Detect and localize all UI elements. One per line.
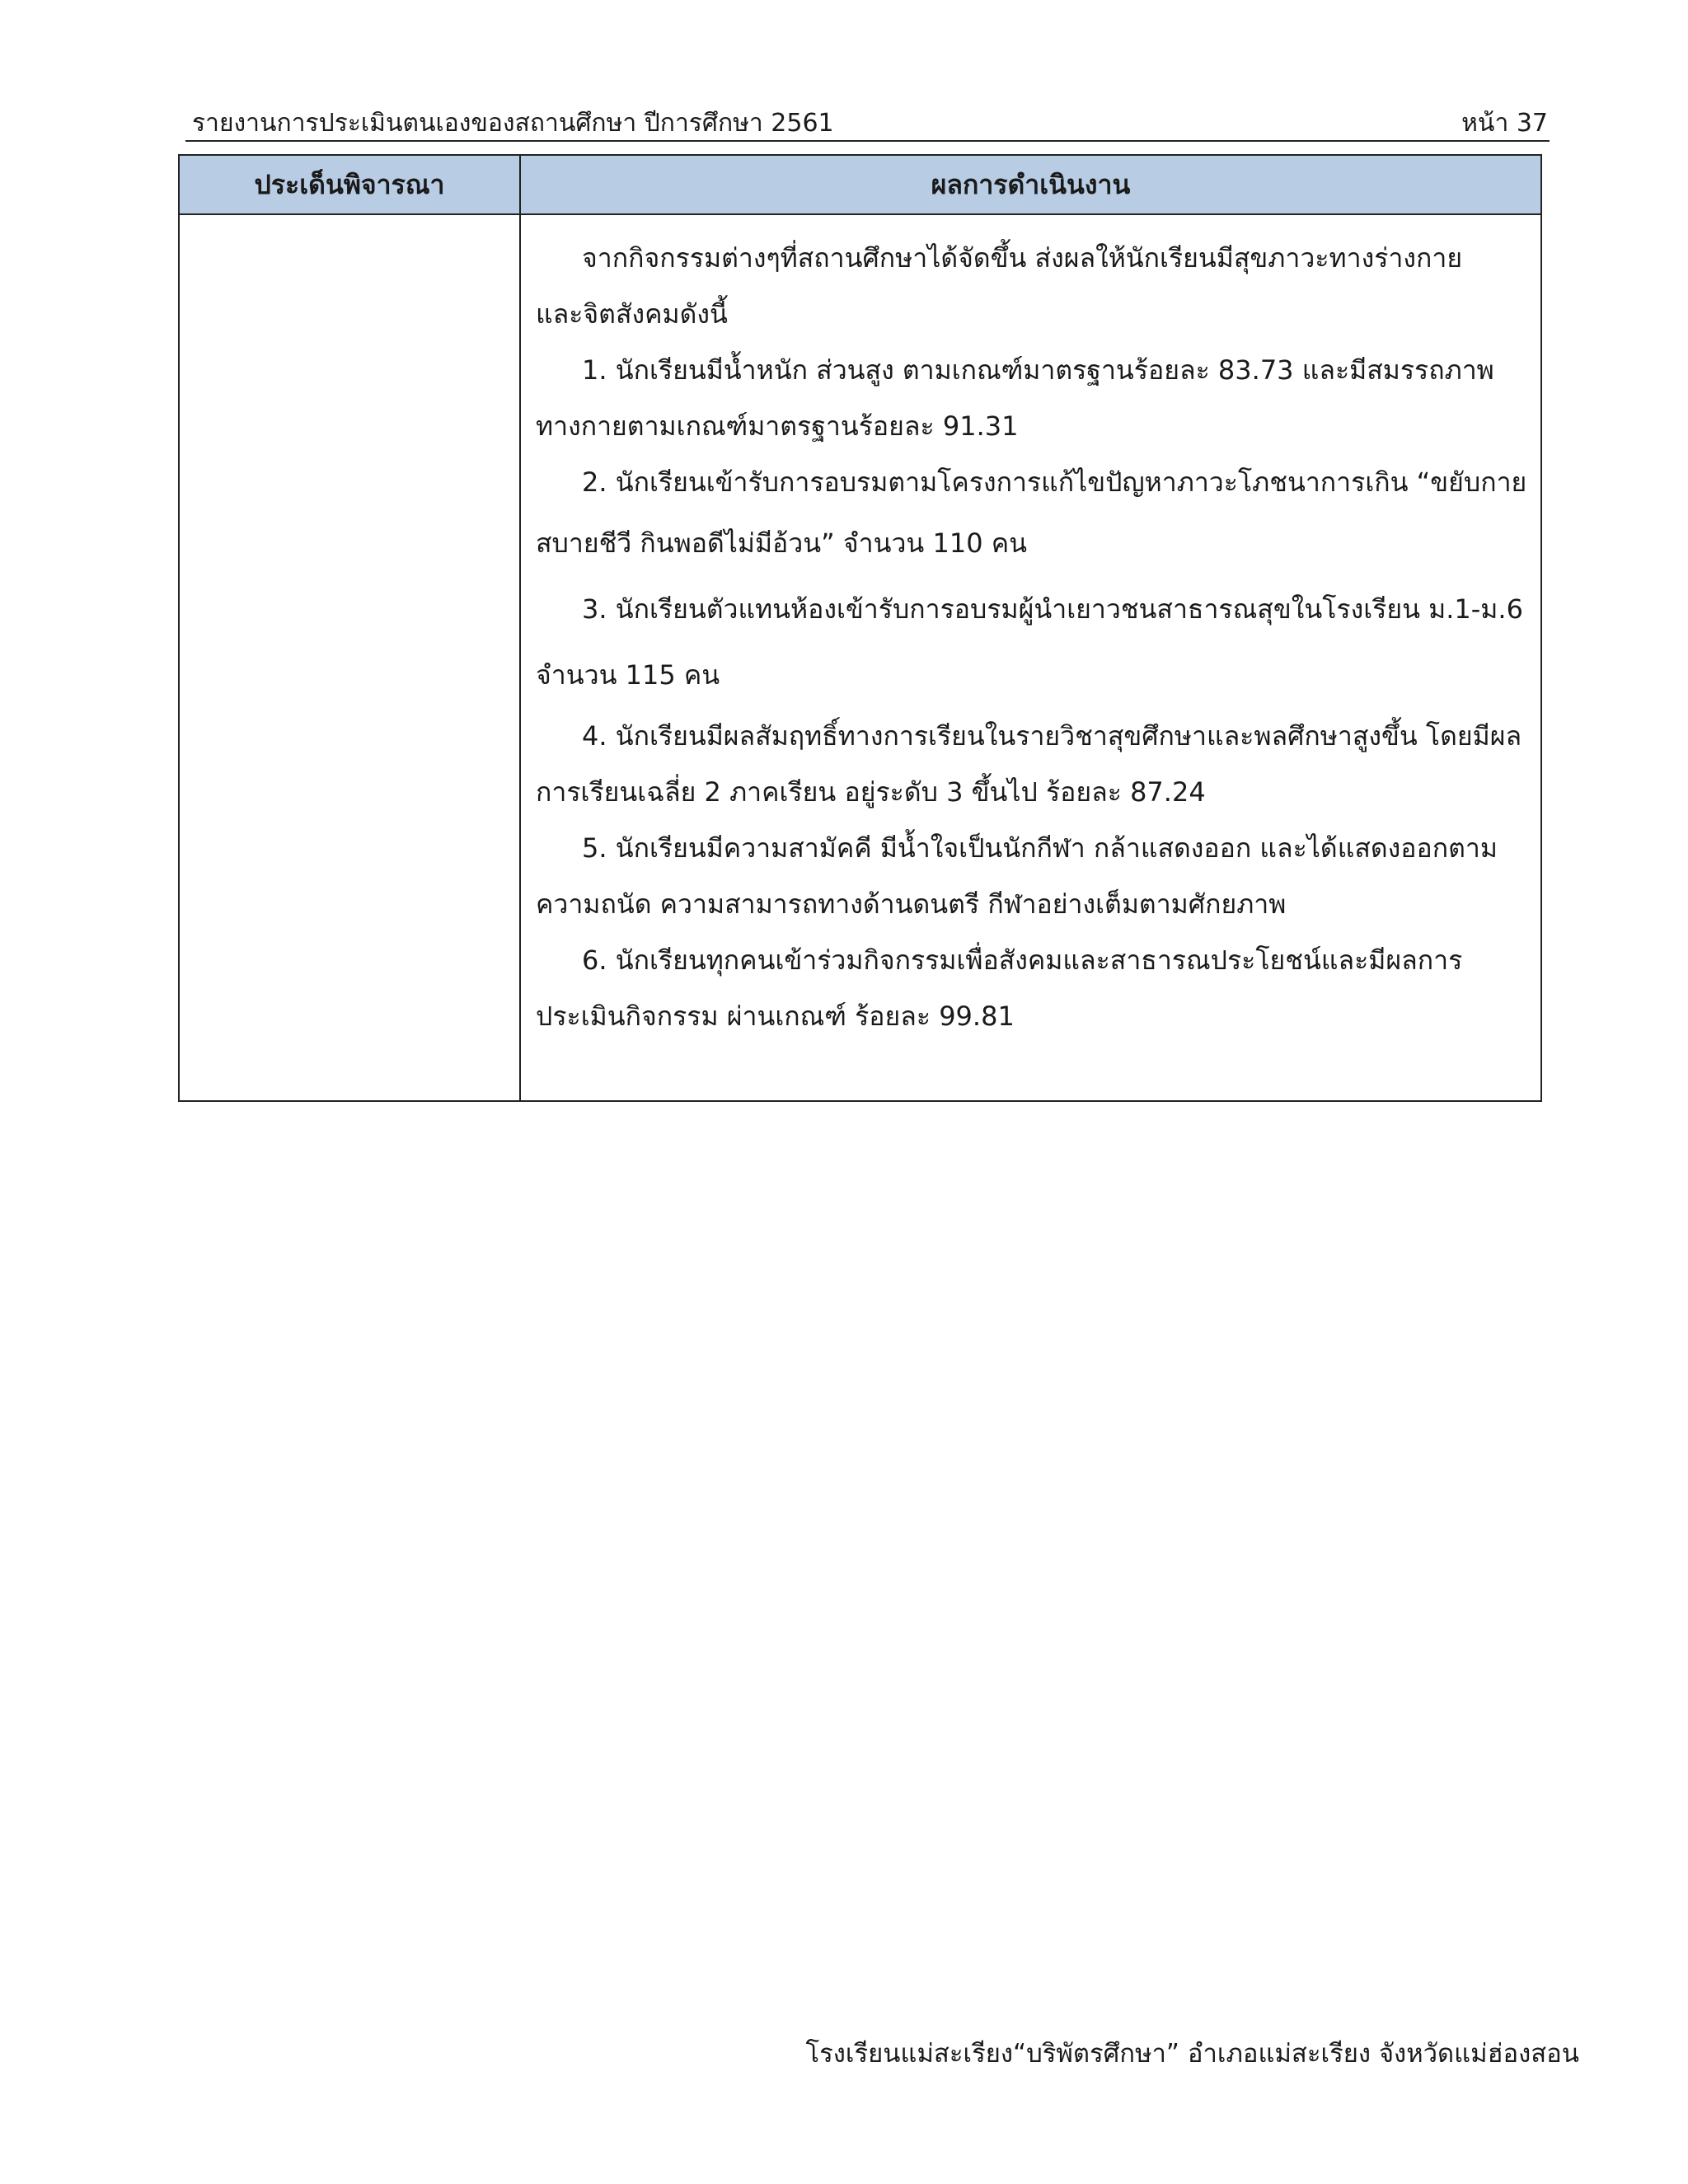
table-row <box>179 214 1541 1101</box>
result-line: สบายชีวี กินพอดีไม่มีอ้วน” จำนวน 110 คน <box>536 527 1027 559</box>
issue-cell <box>179 214 520 1101</box>
page-footer: โรงเรียนแม่สะเรียง“บริพัตรศึกษา” อำเภอแม่สะเรียง จังหวัดแม่ฮ่องสอน <box>805 2039 1579 2069</box>
issue-column-header: ประเด็นพิจารณา <box>179 155 520 214</box>
result-column-header: ผลการดำเนินงาน <box>520 155 1541 214</box>
result-item-1: 1. นักเรียนมีน้ำหนัก ส่วนสูง ตามเกณฑ์มาตรฐานร้อยละ 83.73 และมีสมรรถภาพ <box>582 354 1494 386</box>
result-item-3: 3. นักเรียนตัวแทนห้องเข้ารับการอบรมผู้นำเยาวชนสาธารณสุขในโรงเรียน ม.1-ม.6 <box>582 593 1523 625</box>
table-header-row <box>179 155 1541 214</box>
result-text <box>521 215 1540 1044</box>
page-number: หน้า 37 <box>1461 109 1548 138</box>
result-line: จำนวน 115 คน <box>536 659 720 691</box>
result-line: จากกิจกรรมต่างๆที่สถานศึกษาได้จัดขึ้น ส่งผลให้นักเรียนมีสุขภาวะทางร่างกาย <box>582 242 1463 274</box>
page-header <box>192 102 1548 140</box>
report-title: รายงานการประเมินตนเองของสถานศึกษา ปีการศึกษา 2561 <box>192 109 834 138</box>
header-divider <box>185 140 1550 142</box>
result-line: ประเมินกิจกรรม ผ่านเกณฑ์ ร้อยละ 99.81 <box>536 1001 1015 1032</box>
result-item-6: 6. นักเรียนทุกคนเข้าร่วมกิจกรรมเพื่อสังคมและสาธารณประโยชน์และมีผลการ <box>582 944 1463 976</box>
result-line: การเรียนเฉลี่ย 2 ภาคเรียน อยู่ระดับ 3 ขึ้นไป ร้อยละ 87.24 <box>536 776 1206 808</box>
result-item-5: 5. นักเรียนมีความสามัคคี มีน้ำใจเป็นนักกีฬา กล้าแสดงออก และได้แสดงออกตาม <box>582 832 1498 864</box>
result-line: ความถนัด ความสามารถทางด้านดนตรี กีฬาอย่างเต็มตามศักยภาพ <box>536 888 1287 920</box>
result-line: ทางกายตามเกณฑ์มาตรฐานร้อยละ 91.31 <box>536 410 1019 442</box>
result-item-2: 2. นักเรียนเข้ารับการอบรมตามโครงการแก้ไขปัญหาภาวะโภชนาการเกิน “ขยับกาย <box>582 466 1527 498</box>
result-item-4: 4. นักเรียนมีผลสัมฤทธิ์ทางการเรียนในรายวิชาสุขศึกษาและพลศึกษาสูงขึ้น โดยมีผล <box>582 720 1522 752</box>
result-line: และจิตสังคมดังนี้ <box>536 298 728 330</box>
result-cell <box>520 214 1541 1101</box>
evaluation-table <box>178 154 1542 1102</box>
